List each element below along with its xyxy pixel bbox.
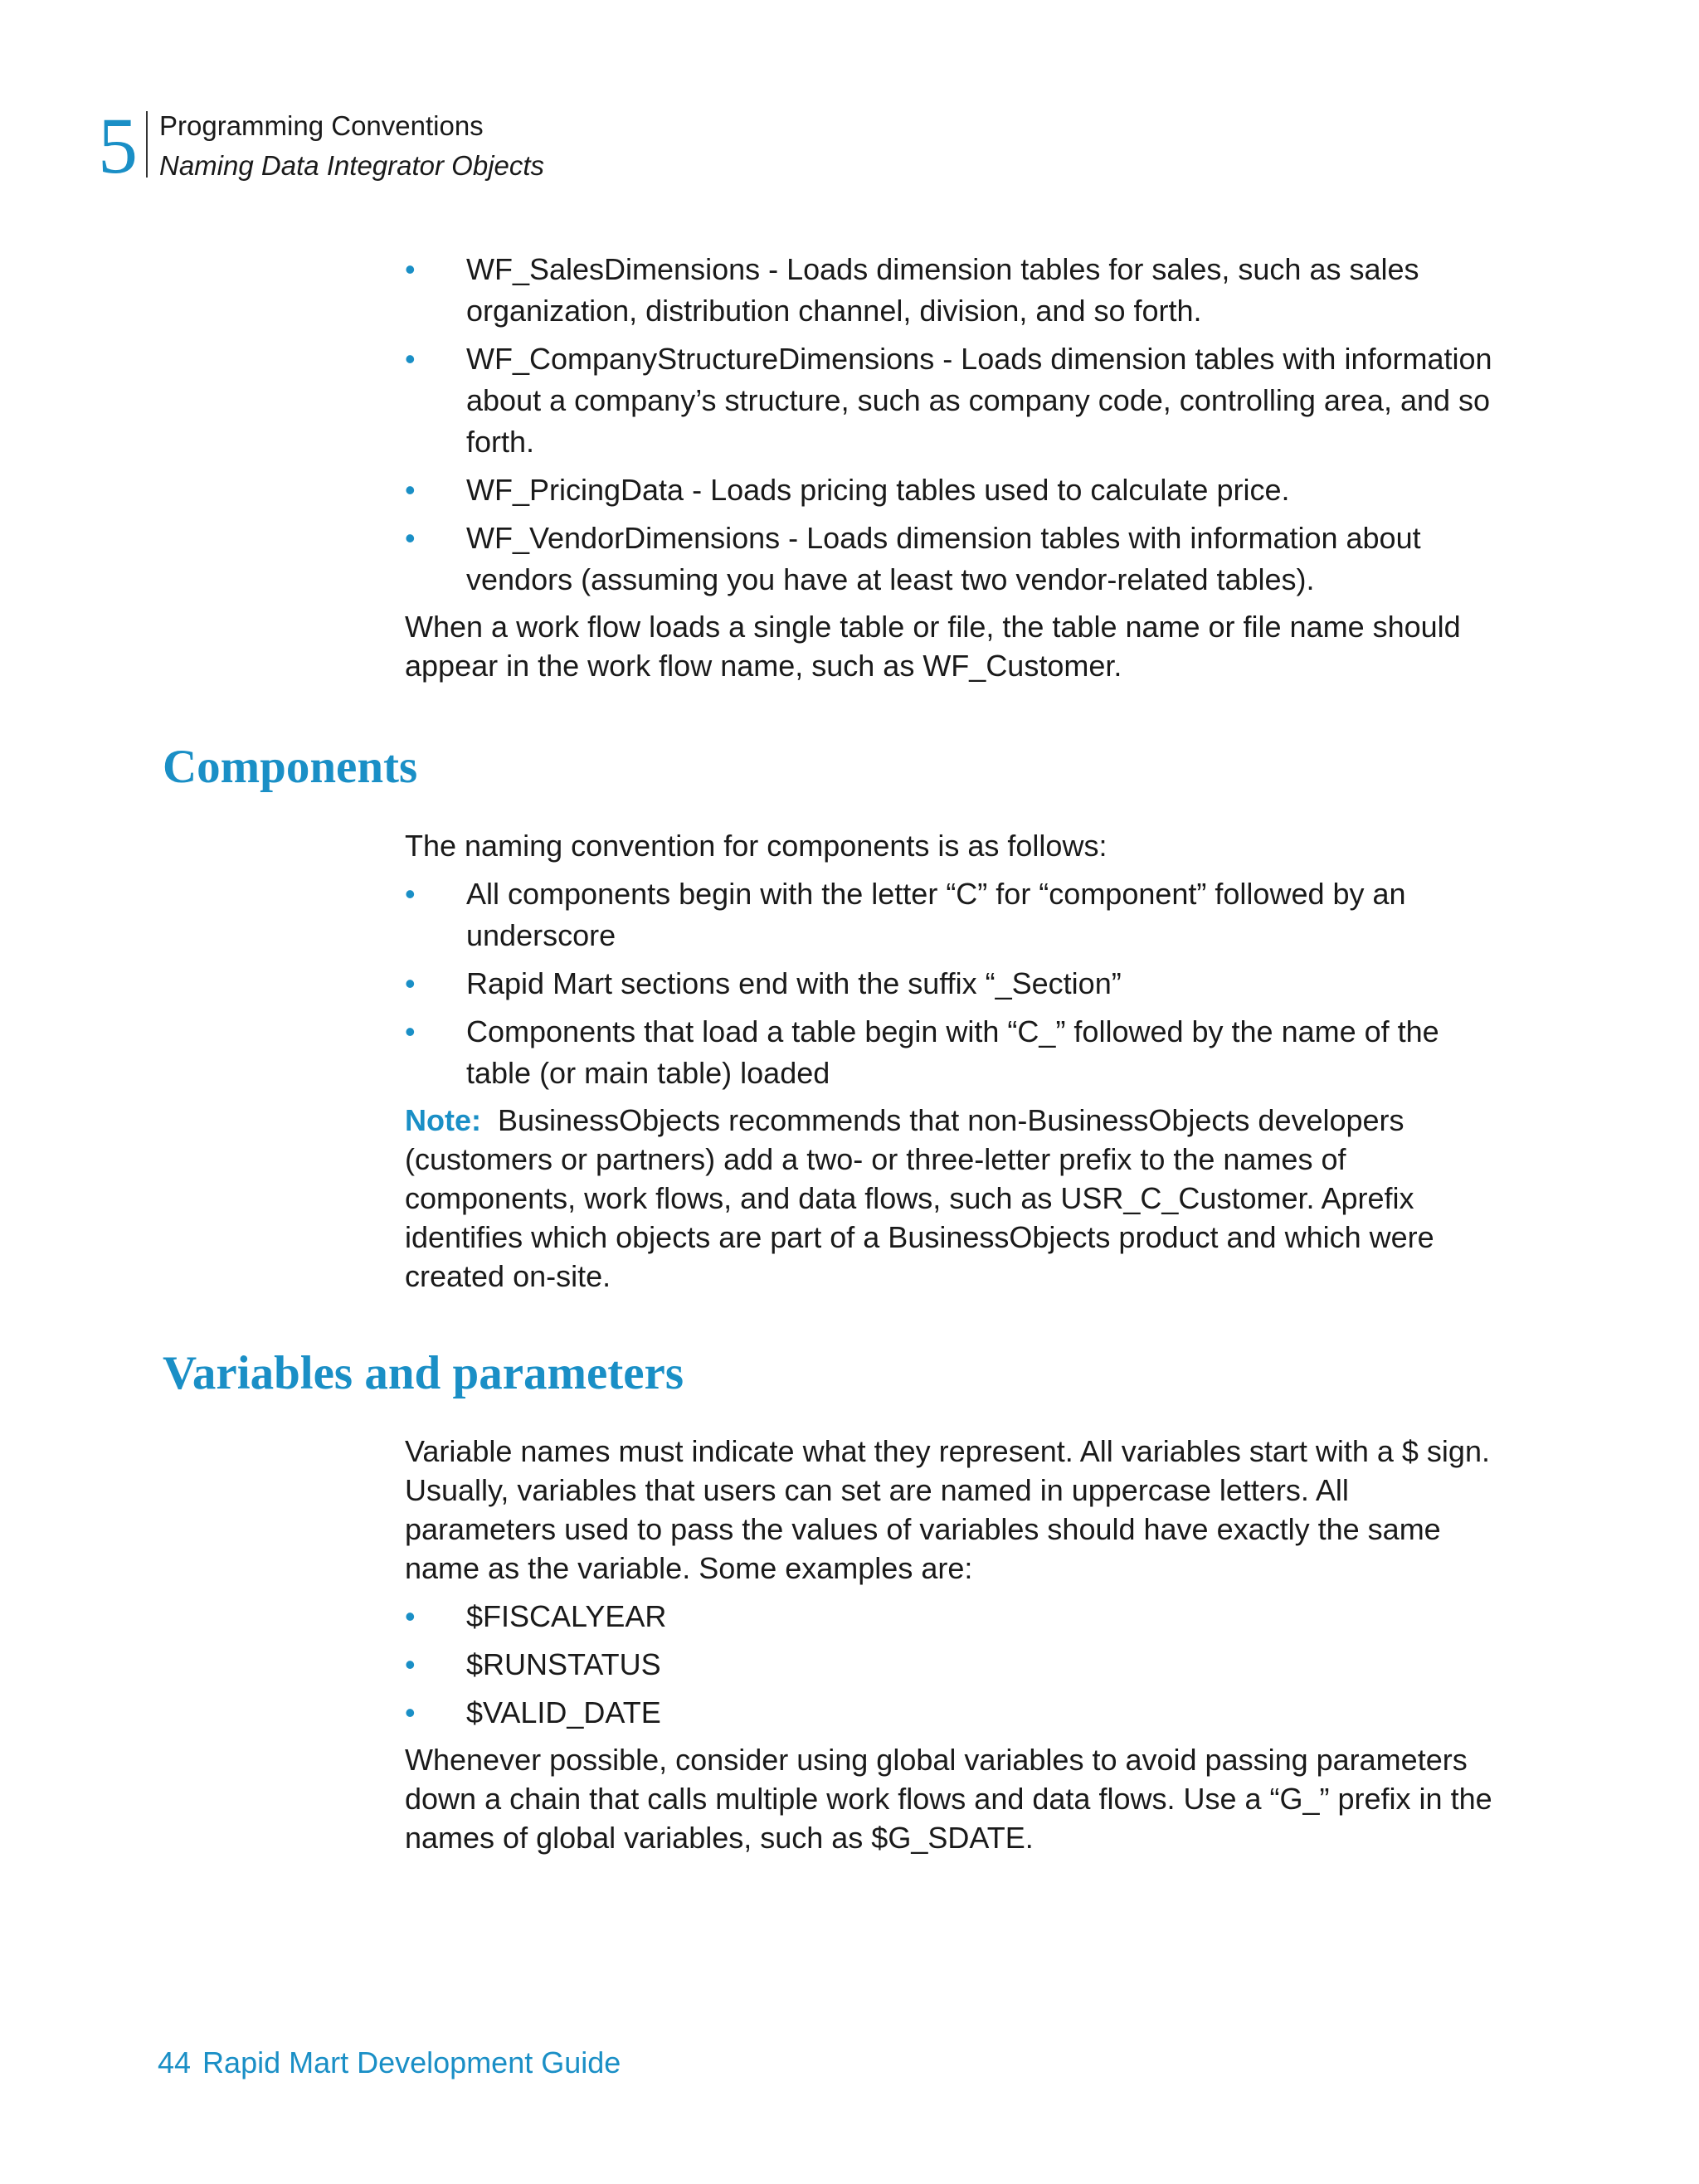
list-item: • $FISCALYEAR (405, 1596, 1500, 1637)
variables-block (405, 1432, 1500, 1857)
bullet-icon: • (405, 521, 416, 555)
list-item: • WF_PricingData - Loads pricing tables used to calculate price. (405, 469, 1500, 511)
chapter-number: 5 (98, 101, 138, 190)
list-item: • Rapid Mart sections end with the suffix “_Section” (405, 963, 1500, 1004)
list-item: • $RUNSTATUS (405, 1644, 1500, 1685)
variables-list (405, 1596, 1500, 1734)
list-item: • All components begin with the letter “C” for “component” followed by an underscore (405, 873, 1500, 956)
variables-closing: Whenever possible, consider using global variables to avoid passing parameters down a chain that calls multiple work flows and data flows. Use a “G_” prefix in the names of global variables, such as $G_SDATE. (405, 1743, 1492, 1855)
bullet-icon: • (405, 1014, 416, 1048)
chapter-title: Programming Conventions (159, 110, 484, 141)
workflow-paragraph: When a work flow loads a single table or file, the table name or file name should appear in the work flow name, such as WF_Customer. (405, 610, 1461, 683)
list-item: • WF_VendorDimensions - Loads dimension tables with information about vendors (assuming you have at least two vendor-related tables). (405, 518, 1500, 601)
components-heading: Components (163, 741, 418, 793)
components-block (405, 826, 1500, 1296)
bullet-icon: • (405, 1599, 416, 1633)
note-label: Note: (405, 1103, 481, 1137)
components-list (405, 873, 1500, 1094)
section-title: Naming Data Integrator Objects (159, 150, 545, 181)
list-item: • WF_SalesDimensions - Loads dimension tables for sales, such as sales organization, distribution channel, division, and so forth. (405, 249, 1500, 332)
bullet-icon: • (405, 1695, 416, 1729)
workflow-list (405, 249, 1500, 601)
list-item: • Components that load a table begin with “C_” followed by the name of the table (or main table) loaded (405, 1011, 1500, 1094)
bullet-icon: • (405, 877, 416, 911)
header-divider (146, 111, 148, 178)
components-intro: The naming convention for components is as follows: (405, 829, 1108, 863)
bullet-icon: • (405, 1647, 416, 1681)
bullet-icon: • (405, 473, 416, 507)
guide-title: Rapid Mart Development Guide (202, 2045, 621, 2079)
page-header (98, 101, 545, 190)
list-item: • $VALID_DATE (405, 1692, 1500, 1734)
workflow-block (405, 249, 1500, 685)
bullet-icon: • (405, 342, 416, 376)
bullet-icon: • (405, 966, 416, 1000)
page-footer (158, 2045, 621, 2080)
variables-intro: Variable names must indicate what they represent. All variables start with a $ sign. Usually, variables that users can set are named in uppercase letters. All parameters used to pass the values of variables should have exactly the same name as the variable. Some examples are: (405, 1434, 1490, 1585)
header-titles (159, 106, 544, 186)
note-text: BusinessObjects recommends that non-BusinessObjects developers (customers or partners) add a two- or three-letter prefix to the names of components, work flows, and data flows, such as USR_C_Customer. Aprefix identifies which objects are part of a BusinessObjects product and which were created on-site. (405, 1103, 1434, 1293)
bullet-icon: • (405, 252, 416, 286)
page-number: 44 (158, 2045, 192, 2079)
list-item: • WF_CompanyStructureDimensions - Loads dimension tables with information about a company’s structure, such as company code, controlling area, and so forth. (405, 338, 1500, 463)
components-note (405, 1101, 1500, 1296)
variables-heading: Variables and parameters (163, 1347, 684, 1399)
